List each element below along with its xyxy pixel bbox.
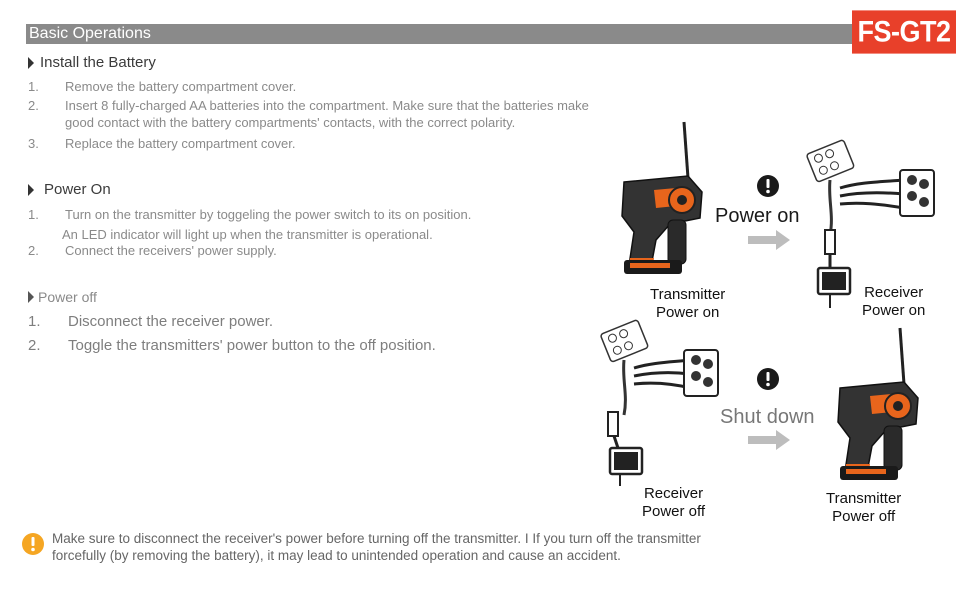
step-text: Insert 8 fully-charged AA batteries into the compartment. Make sure that the batteries make	[65, 98, 589, 113]
step-number: 1.	[28, 207, 39, 222]
section-install-heading	[28, 54, 156, 71]
triangle-bullet-icon	[28, 291, 34, 303]
step-text: An LED indicator will light up when the transmitter is operational.	[62, 227, 433, 242]
label-line: Receiver	[864, 284, 924, 301]
step-text: Replace the battery compartment cover.	[65, 136, 296, 151]
step-text: Toggle the transmitters' power button to the off position.	[68, 337, 436, 354]
transmitter-icon	[826, 326, 936, 486]
warning-icon	[22, 533, 44, 555]
alert-icon	[756, 174, 780, 198]
step-number: 2.	[28, 337, 41, 354]
transmitter-power-off-label	[826, 490, 901, 526]
step-number: 1.	[28, 79, 39, 94]
label-line: Power on	[655, 304, 720, 321]
label-line: Power off	[642, 503, 706, 520]
transmitter-power-on-label	[650, 286, 725, 322]
step-text: Disconnect the receiver power.	[68, 313, 274, 330]
section-title: Power off	[38, 289, 97, 305]
label-line: Transmitter	[826, 490, 902, 507]
receiver-icon	[594, 320, 734, 490]
step-text: Connect the receivers' power supply.	[65, 243, 277, 258]
alert-icon	[756, 367, 780, 391]
power-on-action-label: Power on	[715, 205, 800, 227]
page-title: Basic Operations	[29, 25, 151, 42]
step-number: 2.	[28, 243, 39, 258]
step-text: Remove the battery compartment cover.	[65, 79, 297, 94]
receiver-power-off-label	[642, 485, 705, 521]
section-title: Install the Battery	[40, 54, 156, 71]
step-number: 1.	[28, 313, 41, 330]
label-line: Transmitter	[650, 286, 726, 303]
receiver-power-on-label	[862, 284, 925, 320]
header-bar	[26, 24, 852, 44]
arrow-right-icon	[748, 430, 792, 450]
step-number: 2.	[28, 98, 39, 113]
brand-logo: FS-GT2	[852, 10, 956, 53]
section-power-on-heading	[28, 181, 111, 198]
triangle-bullet-icon	[28, 57, 34, 69]
section-title: Power On	[44, 181, 111, 198]
shut-down-action-label: Shut down	[720, 406, 815, 428]
step-number: 3.	[28, 136, 39, 151]
triangle-bullet-icon	[28, 184, 34, 196]
label-line: Power off	[832, 508, 896, 525]
warning-text: Make sure to disconnect the receiver's power before turning off the transmitter. I If you turn off the transmitter forcefully (by removing the battery), it may lead to unintended operation and cause an accident.	[52, 531, 701, 563]
section-power-off-heading	[28, 289, 97, 305]
label-line: Power on	[862, 302, 926, 319]
step-text: good contact with the battery compartments' contacts, with the correct polarity.	[65, 115, 516, 130]
arrow-right-icon	[748, 230, 792, 250]
step-text: Turn on the transmitter by toggeling the power switch to its on position.	[65, 207, 472, 222]
transmitter-icon	[610, 120, 720, 280]
label-line: Receiver	[643, 485, 704, 502]
